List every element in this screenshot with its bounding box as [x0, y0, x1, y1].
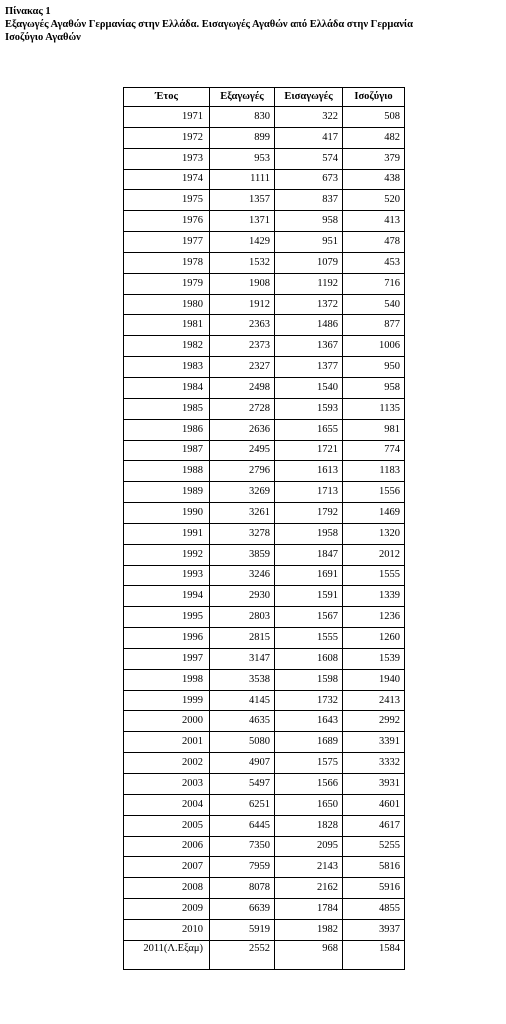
exports-cell: 1912 — [210, 294, 275, 315]
table-row — [124, 419, 405, 440]
balance-cell: 716 — [343, 273, 405, 294]
year-cell: 1996 — [124, 628, 210, 649]
year-cell: 1973 — [124, 148, 210, 169]
imports-cell: 1958 — [275, 523, 343, 544]
balance-cell: 5816 — [343, 857, 405, 878]
imports-cell: 1486 — [275, 315, 343, 336]
balance-cell: 413 — [343, 211, 405, 232]
year-cell: 1989 — [124, 482, 210, 503]
year-cell: 1990 — [124, 503, 210, 524]
table-header — [124, 88, 405, 107]
imports-cell: 1367 — [275, 336, 343, 357]
exports-cell: 2363 — [210, 315, 275, 336]
balance-cell: 4617 — [343, 815, 405, 836]
header-row — [124, 88, 405, 107]
table-row — [124, 273, 405, 294]
imports-cell: 1372 — [275, 294, 343, 315]
year-cell: 1995 — [124, 607, 210, 628]
exports-cell: 8078 — [210, 878, 275, 899]
table-row — [124, 398, 405, 419]
year-cell: 1986 — [124, 419, 210, 440]
table-row — [124, 190, 405, 211]
balance-cell: 482 — [343, 127, 405, 148]
table-row — [124, 836, 405, 857]
balance-cell: 1236 — [343, 607, 405, 628]
balance-cell: 5255 — [343, 836, 405, 857]
year-cell: 1975 — [124, 190, 210, 211]
table-row — [124, 648, 405, 669]
exports-cell: 2373 — [210, 336, 275, 357]
table-row — [124, 857, 405, 878]
imports-cell: 1555 — [275, 628, 343, 649]
table-row — [124, 774, 405, 795]
table-row — [124, 252, 405, 273]
imports-cell: 574 — [275, 148, 343, 169]
year-cell: 1982 — [124, 336, 210, 357]
year-cell: 2003 — [124, 774, 210, 795]
table-row — [124, 523, 405, 544]
balance-cell: 520 — [343, 190, 405, 211]
imports-cell: 1192 — [275, 273, 343, 294]
balance-cell: 3332 — [343, 753, 405, 774]
table-row — [124, 377, 405, 398]
imports-cell: 1655 — [275, 419, 343, 440]
exports-cell: 953 — [210, 148, 275, 169]
table-row — [124, 732, 405, 753]
balance-cell: 1539 — [343, 648, 405, 669]
balance-cell: 478 — [343, 232, 405, 253]
year-cell: 1971 — [124, 107, 210, 128]
table-row — [124, 107, 405, 128]
balance-cell: 438 — [343, 169, 405, 190]
year-cell: 1999 — [124, 690, 210, 711]
year-cell: 2001 — [124, 732, 210, 753]
year-cell: 1985 — [124, 398, 210, 419]
year-cell: 1997 — [124, 648, 210, 669]
year-cell: 1978 — [124, 252, 210, 273]
exports-cell: 1111 — [210, 169, 275, 190]
year-cell: 2011(Λ.Εξαμ) — [124, 940, 210, 969]
imports-cell: 1650 — [275, 794, 343, 815]
imports-cell: 1598 — [275, 669, 343, 690]
balance-cell: 2992 — [343, 711, 405, 732]
imports-cell: 673 — [275, 169, 343, 190]
balance-cell: 3931 — [343, 774, 405, 795]
balance-cell: 1469 — [343, 503, 405, 524]
table-row — [124, 169, 405, 190]
exports-cell: 3147 — [210, 648, 275, 669]
year-cell: 1972 — [124, 127, 210, 148]
imports-cell: 1847 — [275, 544, 343, 565]
exports-cell: 2796 — [210, 461, 275, 482]
balance-cell: 1584 — [343, 940, 405, 969]
table-row — [124, 899, 405, 920]
table-row — [124, 565, 405, 586]
exports-cell: 5497 — [210, 774, 275, 795]
imports-cell: 1784 — [275, 899, 343, 920]
imports-cell: 1828 — [275, 815, 343, 836]
imports-cell: 1377 — [275, 357, 343, 378]
year-cell: 1998 — [124, 669, 210, 690]
balance-cell: 981 — [343, 419, 405, 440]
imports-cell: 1608 — [275, 648, 343, 669]
exports-cell: 830 — [210, 107, 275, 128]
exports-cell: 2495 — [210, 440, 275, 461]
imports-cell: 1567 — [275, 607, 343, 628]
exports-cell: 1532 — [210, 252, 275, 273]
imports-cell: 1079 — [275, 252, 343, 273]
table-number: Πίνακας 1 — [5, 6, 51, 17]
imports-cell: 1593 — [275, 398, 343, 419]
table-row — [124, 127, 405, 148]
exports-cell: 6445 — [210, 815, 275, 836]
exports-cell: 3261 — [210, 503, 275, 524]
year-cell: 1994 — [124, 586, 210, 607]
table-row — [124, 815, 405, 836]
imports-cell: 968 — [275, 940, 343, 969]
balance-cell: 3391 — [343, 732, 405, 753]
imports-cell: 1721 — [275, 440, 343, 461]
balance-cell: 3937 — [343, 919, 405, 940]
table-row — [124, 544, 405, 565]
exports-cell: 3246 — [210, 565, 275, 586]
table-row — [124, 607, 405, 628]
balance-cell: 4601 — [343, 794, 405, 815]
year-cell: 2006 — [124, 836, 210, 857]
year-cell: 1976 — [124, 211, 210, 232]
imports-cell: 951 — [275, 232, 343, 253]
imports-cell: 1613 — [275, 461, 343, 482]
table-row — [124, 315, 405, 336]
year-cell: 1988 — [124, 461, 210, 482]
year-cell: 1974 — [124, 169, 210, 190]
table-row — [124, 482, 405, 503]
imports-cell: 1732 — [275, 690, 343, 711]
exports-cell: 7350 — [210, 836, 275, 857]
exports-cell: 1429 — [210, 232, 275, 253]
trade-table — [123, 87, 405, 970]
year-cell: 2007 — [124, 857, 210, 878]
imports-cell: 417 — [275, 127, 343, 148]
column-header-balance: Ισοζύγιο — [343, 88, 405, 107]
table-row — [124, 211, 405, 232]
column-header-exports: Εξαγωγές — [210, 88, 275, 107]
year-cell: 1993 — [124, 565, 210, 586]
exports-cell: 7959 — [210, 857, 275, 878]
balance-cell: 1556 — [343, 482, 405, 503]
balance-cell: 4855 — [343, 899, 405, 920]
balance-cell: 1183 — [343, 461, 405, 482]
exports-cell: 6639 — [210, 899, 275, 920]
table-row — [124, 586, 405, 607]
balance-cell: 508 — [343, 107, 405, 128]
table-row — [124, 461, 405, 482]
balance-cell: 877 — [343, 315, 405, 336]
year-cell: 2004 — [124, 794, 210, 815]
table-row — [124, 357, 405, 378]
balance-cell: 1555 — [343, 565, 405, 586]
balance-cell: 1320 — [343, 523, 405, 544]
imports-cell: 1691 — [275, 565, 343, 586]
exports-cell: 4145 — [210, 690, 275, 711]
year-cell: 1984 — [124, 377, 210, 398]
balance-cell: 1260 — [343, 628, 405, 649]
table-row — [124, 711, 405, 732]
year-cell: 1987 — [124, 440, 210, 461]
table-caption — [5, 5, 503, 44]
balance-cell: 540 — [343, 294, 405, 315]
balance-cell: 1339 — [343, 586, 405, 607]
exports-cell: 899 — [210, 127, 275, 148]
balance-cell: 453 — [343, 252, 405, 273]
imports-cell: 1566 — [275, 774, 343, 795]
imports-cell: 322 — [275, 107, 343, 128]
exports-cell: 2815 — [210, 628, 275, 649]
exports-cell: 1908 — [210, 273, 275, 294]
exports-cell: 3859 — [210, 544, 275, 565]
balance-cell: 2413 — [343, 690, 405, 711]
exports-cell: 2327 — [210, 357, 275, 378]
year-cell: 2000 — [124, 711, 210, 732]
column-header-imports: Εισαγωγές — [275, 88, 343, 107]
table-row — [124, 690, 405, 711]
year-cell: 1981 — [124, 315, 210, 336]
exports-cell: 4635 — [210, 711, 275, 732]
exports-cell: 2930 — [210, 586, 275, 607]
table-row — [124, 919, 405, 940]
year-cell: 2010 — [124, 919, 210, 940]
balance-cell: 379 — [343, 148, 405, 169]
exports-cell: 2636 — [210, 419, 275, 440]
imports-cell: 2143 — [275, 857, 343, 878]
year-cell: 1983 — [124, 357, 210, 378]
balance-cell: 2012 — [343, 544, 405, 565]
table-body — [124, 107, 405, 970]
balance-cell: 5916 — [343, 878, 405, 899]
imports-cell: 2162 — [275, 878, 343, 899]
exports-cell: 2552 — [210, 940, 275, 969]
imports-cell: 1575 — [275, 753, 343, 774]
exports-cell: 2803 — [210, 607, 275, 628]
exports-cell: 3278 — [210, 523, 275, 544]
imports-cell: 837 — [275, 190, 343, 211]
year-cell: 2008 — [124, 878, 210, 899]
table-row — [124, 503, 405, 524]
table-row — [124, 294, 405, 315]
year-cell: 1977 — [124, 232, 210, 253]
table-row — [124, 878, 405, 899]
imports-cell: 1982 — [275, 919, 343, 940]
year-cell: 1992 — [124, 544, 210, 565]
table-subtitle: Ισοζύγιο Αγαθών — [5, 32, 81, 43]
imports-cell: 1792 — [275, 503, 343, 524]
table-row — [124, 336, 405, 357]
imports-cell: 1643 — [275, 711, 343, 732]
imports-cell: 1713 — [275, 482, 343, 503]
column-header-year: Έτος — [124, 88, 210, 107]
year-cell: 2005 — [124, 815, 210, 836]
exports-cell: 3269 — [210, 482, 275, 503]
balance-cell: 950 — [343, 357, 405, 378]
year-cell: 2009 — [124, 899, 210, 920]
imports-cell: 958 — [275, 211, 343, 232]
imports-cell: 1591 — [275, 586, 343, 607]
exports-cell: 1357 — [210, 190, 275, 211]
table-row — [124, 794, 405, 815]
table-title: Εξαγωγές Αγαθών Γερμανίας στην Ελλάδα. Εισαγωγές Αγαθών από Ελλάδα στην Γερμανία — [5, 19, 414, 30]
imports-cell: 1540 — [275, 377, 343, 398]
exports-cell: 2728 — [210, 398, 275, 419]
table-row — [124, 148, 405, 169]
exports-cell: 6251 — [210, 794, 275, 815]
exports-cell: 1371 — [210, 211, 275, 232]
balance-cell: 1006 — [343, 336, 405, 357]
year-cell: 2002 — [124, 753, 210, 774]
table-row — [124, 440, 405, 461]
table-row — [124, 753, 405, 774]
imports-cell: 1689 — [275, 732, 343, 753]
year-cell: 1979 — [124, 273, 210, 294]
imports-cell: 2095 — [275, 836, 343, 857]
balance-cell: 1135 — [343, 398, 405, 419]
balance-cell: 774 — [343, 440, 405, 461]
exports-cell: 4907 — [210, 753, 275, 774]
table-row — [124, 940, 405, 969]
balance-cell: 1940 — [343, 669, 405, 690]
balance-cell: 958 — [343, 377, 405, 398]
exports-cell: 2498 — [210, 377, 275, 398]
table-row — [124, 628, 405, 649]
year-cell: 1991 — [124, 523, 210, 544]
exports-cell: 5919 — [210, 919, 275, 940]
year-cell: 1980 — [124, 294, 210, 315]
exports-cell: 5080 — [210, 732, 275, 753]
table-row — [124, 669, 405, 690]
table-row — [124, 232, 405, 253]
exports-cell: 3538 — [210, 669, 275, 690]
